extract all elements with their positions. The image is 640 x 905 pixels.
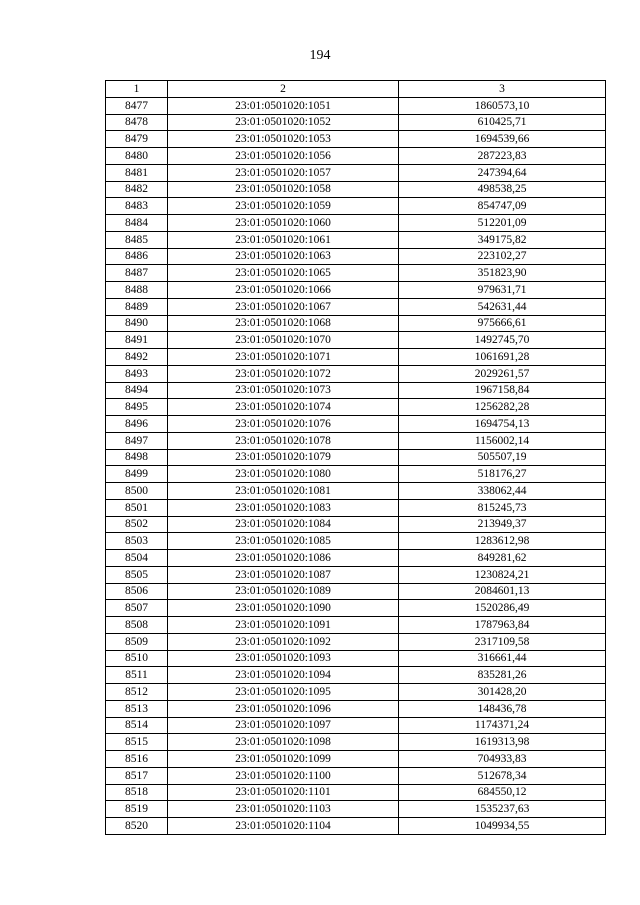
cadastral-number-cell: 23:01:0501020:1059 xyxy=(168,198,399,215)
row-number-cell: 8507 xyxy=(106,600,168,617)
value-cell: 1535237,63 xyxy=(399,801,606,818)
row-number-cell: 8496 xyxy=(106,416,168,433)
cadastral-number-cell: 23:01:0501020:1060 xyxy=(168,215,399,232)
cadastral-number-cell: 23:01:0501020:1089 xyxy=(168,583,399,600)
row-number-cell: 8489 xyxy=(106,298,168,315)
value-cell: 1230824,21 xyxy=(399,566,606,583)
value-cell: 518176,27 xyxy=(399,466,606,483)
cadastral-number-cell: 23:01:0501020:1103 xyxy=(168,801,399,818)
value-cell: 1967158,84 xyxy=(399,382,606,399)
row-number-cell: 8497 xyxy=(106,432,168,449)
table-row xyxy=(106,97,606,114)
value-cell: 2084601,13 xyxy=(399,583,606,600)
row-number-cell: 8484 xyxy=(106,215,168,232)
column-header-1: 1 xyxy=(106,81,168,98)
cadastral-number-cell: 23:01:0501020:1098 xyxy=(168,734,399,751)
cadastral-number-cell: 23:01:0501020:1100 xyxy=(168,767,399,784)
table-row xyxy=(106,265,606,282)
value-cell: 223102,27 xyxy=(399,248,606,265)
row-number-cell: 8517 xyxy=(106,767,168,784)
value-cell: 505507,19 xyxy=(399,449,606,466)
cadastral-number-cell: 23:01:0501020:1065 xyxy=(168,265,399,282)
cadastral-number-cell: 23:01:0501020:1099 xyxy=(168,751,399,768)
table-row xyxy=(106,164,606,181)
row-number-cell: 8508 xyxy=(106,617,168,634)
table-row xyxy=(106,734,606,751)
value-cell: 1860573,10 xyxy=(399,97,606,114)
row-number-cell: 8493 xyxy=(106,365,168,382)
value-cell: 1520286,49 xyxy=(399,600,606,617)
value-cell: 287223,83 xyxy=(399,148,606,165)
row-number-cell: 8478 xyxy=(106,114,168,131)
cadastral-number-cell: 23:01:0501020:1093 xyxy=(168,650,399,667)
row-number-cell: 8513 xyxy=(106,700,168,717)
cadastral-number-cell: 23:01:0501020:1073 xyxy=(168,382,399,399)
cadastral-number-cell: 23:01:0501020:1076 xyxy=(168,416,399,433)
table-row xyxy=(106,349,606,366)
value-cell: 684550,12 xyxy=(399,784,606,801)
cadastral-number-cell: 23:01:0501020:1084 xyxy=(168,516,399,533)
value-cell: 704933,83 xyxy=(399,751,606,768)
row-number-cell: 8500 xyxy=(106,483,168,500)
row-number-cell: 8504 xyxy=(106,550,168,567)
cadastral-number-cell: 23:01:0501020:1066 xyxy=(168,282,399,299)
cadastral-number-cell: 23:01:0501020:1063 xyxy=(168,248,399,265)
table-row xyxy=(106,583,606,600)
cadastral-number-cell: 23:01:0501020:1079 xyxy=(168,449,399,466)
cadastral-number-cell: 23:01:0501020:1074 xyxy=(168,399,399,416)
row-number-cell: 8495 xyxy=(106,399,168,416)
cadastral-number-cell: 23:01:0501020:1085 xyxy=(168,533,399,550)
table-row xyxy=(106,617,606,634)
value-cell: 854747,09 xyxy=(399,198,606,215)
cadastral-number-cell: 23:01:0501020:1090 xyxy=(168,600,399,617)
table-row xyxy=(106,332,606,349)
row-number-cell: 8509 xyxy=(106,633,168,650)
cadastral-number-cell: 23:01:0501020:1086 xyxy=(168,550,399,567)
cadastral-number-cell: 23:01:0501020:1104 xyxy=(168,818,399,835)
table-row xyxy=(106,298,606,315)
table-row xyxy=(106,315,606,332)
value-cell: 512678,34 xyxy=(399,767,606,784)
cadastral-number-cell: 23:01:0501020:1087 xyxy=(168,566,399,583)
value-cell: 512201,09 xyxy=(399,215,606,232)
table-row xyxy=(106,198,606,215)
cadastral-number-cell: 23:01:0501020:1056 xyxy=(168,148,399,165)
table-row xyxy=(106,499,606,516)
row-number-cell: 8501 xyxy=(106,499,168,516)
row-number-cell: 8486 xyxy=(106,248,168,265)
row-number-cell: 8481 xyxy=(106,164,168,181)
value-cell: 975666,61 xyxy=(399,315,606,332)
cadastral-number-cell: 23:01:0501020:1091 xyxy=(168,617,399,634)
row-number-cell: 8518 xyxy=(106,784,168,801)
value-cell: 2029261,57 xyxy=(399,365,606,382)
row-number-cell: 8511 xyxy=(106,667,168,684)
row-number-cell: 8487 xyxy=(106,265,168,282)
table-row xyxy=(106,600,606,617)
value-cell: 1061691,28 xyxy=(399,349,606,366)
table-row xyxy=(106,449,606,466)
cadastral-number-cell: 23:01:0501020:1068 xyxy=(168,315,399,332)
table-row xyxy=(106,633,606,650)
row-number-cell: 8519 xyxy=(106,801,168,818)
table-row xyxy=(106,650,606,667)
table-row xyxy=(106,215,606,232)
column-header-2: 2 xyxy=(168,81,399,98)
value-cell: 979631,71 xyxy=(399,282,606,299)
cadastral-number-cell: 23:01:0501020:1071 xyxy=(168,349,399,366)
table-header-row xyxy=(106,81,606,98)
cadastral-number-cell: 23:01:0501020:1070 xyxy=(168,332,399,349)
table-row xyxy=(106,801,606,818)
cadastral-number-cell: 23:01:0501020:1072 xyxy=(168,365,399,382)
table-row xyxy=(106,550,606,567)
table-row xyxy=(106,282,606,299)
row-number-cell: 8483 xyxy=(106,198,168,215)
value-cell: 351823,90 xyxy=(399,265,606,282)
table-row xyxy=(106,516,606,533)
table-row xyxy=(106,466,606,483)
table-row xyxy=(106,432,606,449)
cadastral-number-cell: 23:01:0501020:1095 xyxy=(168,684,399,701)
row-number-cell: 8498 xyxy=(106,449,168,466)
table-row xyxy=(106,483,606,500)
value-cell: 1694539,66 xyxy=(399,131,606,148)
row-number-cell: 8494 xyxy=(106,382,168,399)
row-number-cell: 8503 xyxy=(106,533,168,550)
value-cell: 2317109,58 xyxy=(399,633,606,650)
value-cell: 835281,26 xyxy=(399,667,606,684)
table-body xyxy=(106,97,606,834)
row-number-cell: 8514 xyxy=(106,717,168,734)
cadastral-number-cell: 23:01:0501020:1101 xyxy=(168,784,399,801)
value-cell: 815245,73 xyxy=(399,499,606,516)
value-cell: 349175,82 xyxy=(399,231,606,248)
table-row xyxy=(106,399,606,416)
cadastral-number-cell: 23:01:0501020:1051 xyxy=(168,97,399,114)
row-number-cell: 8512 xyxy=(106,684,168,701)
value-cell: 542631,44 xyxy=(399,298,606,315)
cadastral-number-cell: 23:01:0501020:1083 xyxy=(168,499,399,516)
value-cell: 247394,64 xyxy=(399,164,606,181)
table-row xyxy=(106,684,606,701)
cadastral-number-cell: 23:01:0501020:1094 xyxy=(168,667,399,684)
table-row xyxy=(106,700,606,717)
table-row xyxy=(106,148,606,165)
cadastral-number-cell: 23:01:0501020:1092 xyxy=(168,633,399,650)
cadastral-number-cell: 23:01:0501020:1058 xyxy=(168,181,399,198)
row-number-cell: 8490 xyxy=(106,315,168,332)
table-row xyxy=(106,382,606,399)
cadastral-number-cell: 23:01:0501020:1061 xyxy=(168,231,399,248)
row-number-cell: 8520 xyxy=(106,818,168,835)
cadastral-number-cell: 23:01:0501020:1097 xyxy=(168,717,399,734)
row-number-cell: 8505 xyxy=(106,566,168,583)
table-row xyxy=(106,231,606,248)
row-number-cell: 8499 xyxy=(106,466,168,483)
table-row xyxy=(106,131,606,148)
row-number-cell: 8516 xyxy=(106,751,168,768)
row-number-cell: 8482 xyxy=(106,181,168,198)
cadastral-number-cell: 23:01:0501020:1053 xyxy=(168,131,399,148)
row-number-cell: 8491 xyxy=(106,332,168,349)
table-row xyxy=(106,114,606,131)
cadastral-number-cell: 23:01:0501020:1052 xyxy=(168,114,399,131)
row-number-cell: 8510 xyxy=(106,650,168,667)
table-row xyxy=(106,181,606,198)
value-cell: 1256282,28 xyxy=(399,399,606,416)
table-row xyxy=(106,767,606,784)
value-cell: 1283612,98 xyxy=(399,533,606,550)
table-row xyxy=(106,533,606,550)
table-row xyxy=(106,751,606,768)
column-header-3: 3 xyxy=(399,81,606,98)
table-row xyxy=(106,667,606,684)
value-cell: 1174371,24 xyxy=(399,717,606,734)
row-number-cell: 8506 xyxy=(106,583,168,600)
value-cell: 1492745,70 xyxy=(399,332,606,349)
table-row xyxy=(106,818,606,835)
cadastral-number-cell: 23:01:0501020:1096 xyxy=(168,700,399,717)
page-number: 194 xyxy=(309,48,331,63)
cadastral-number-cell: 23:01:0501020:1057 xyxy=(168,164,399,181)
value-cell: 498538,25 xyxy=(399,181,606,198)
row-number-cell: 8502 xyxy=(106,516,168,533)
value-cell: 148436,78 xyxy=(399,700,606,717)
value-cell: 1787963,84 xyxy=(399,617,606,634)
table-row xyxy=(106,717,606,734)
cadastral-number-cell: 23:01:0501020:1078 xyxy=(168,432,399,449)
row-number-cell: 8488 xyxy=(106,282,168,299)
table-row xyxy=(106,365,606,382)
data-table xyxy=(105,80,606,835)
row-number-cell: 8492 xyxy=(106,349,168,366)
row-number-cell: 8515 xyxy=(106,734,168,751)
value-cell: 1156002,14 xyxy=(399,432,606,449)
value-cell: 1619313,98 xyxy=(399,734,606,751)
row-number-cell: 8477 xyxy=(106,97,168,114)
value-cell: 316661,44 xyxy=(399,650,606,667)
table-row xyxy=(106,566,606,583)
value-cell: 213949,37 xyxy=(399,516,606,533)
row-number-cell: 8480 xyxy=(106,148,168,165)
table-row xyxy=(106,248,606,265)
table-row xyxy=(106,416,606,433)
row-number-cell: 8485 xyxy=(106,231,168,248)
cadastral-number-cell: 23:01:0501020:1081 xyxy=(168,483,399,500)
value-cell: 1694754,13 xyxy=(399,416,606,433)
row-number-cell: 8479 xyxy=(106,131,168,148)
cadastral-number-cell: 23:01:0501020:1067 xyxy=(168,298,399,315)
table-row xyxy=(106,784,606,801)
value-cell: 301428,20 xyxy=(399,684,606,701)
value-cell: 338062,44 xyxy=(399,483,606,500)
value-cell: 1049934,55 xyxy=(399,818,606,835)
cadastral-number-cell: 23:01:0501020:1080 xyxy=(168,466,399,483)
value-cell: 610425,71 xyxy=(399,114,606,131)
value-cell: 849281,62 xyxy=(399,550,606,567)
